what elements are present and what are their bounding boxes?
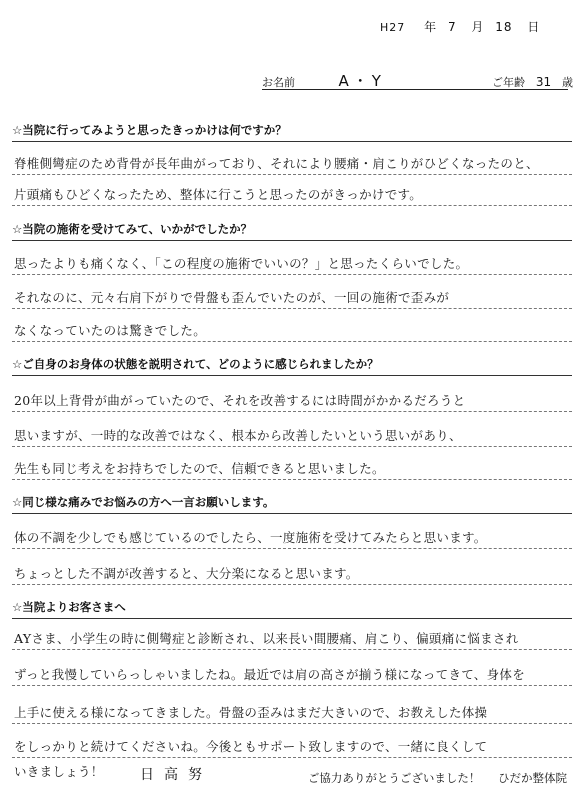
question-2: ☆当院の施術を受けてみて、いかがでしたか？ xyxy=(12,222,253,236)
answer-line xyxy=(12,446,572,447)
answer-text: なくなっていたのは驚きでした。 xyxy=(14,323,207,338)
signature: 日高努 xyxy=(140,767,212,783)
answer-text: それなのに、元々右肩下がりで骨盤も歪んでいたのが、一回の施術で歪みが xyxy=(14,290,450,305)
question-3: ☆ご自身のお身体の状態を説明されて、どのように感じられましたか？ xyxy=(12,357,379,371)
name-underline xyxy=(262,89,568,90)
answer-text: いきましょう！ xyxy=(14,764,104,779)
answer-line xyxy=(12,479,572,480)
name-age-row xyxy=(262,70,573,91)
answer-line xyxy=(12,274,572,275)
footer xyxy=(294,770,567,786)
answer-text: 脊椎側彎症のため背骨が長年曲がっており、それにより腰痛・肩こりがひどくなったのと、 xyxy=(14,156,539,171)
answer-line xyxy=(12,649,572,650)
date-month: 7 xyxy=(447,20,457,34)
answer-text: AYさま、小学生の時に側彎症と診断され、以来長い間腰痛、肩こり、偏頭痛に悩まされ xyxy=(14,631,519,646)
answer-text: 思いますが、一時的な改善ではなく、根本から改善したいという思いがあり、 xyxy=(14,428,462,443)
answer-text: ちょっとした不調が改善すると、大分楽になると思います。 xyxy=(14,566,359,581)
question-divider xyxy=(12,141,572,142)
answer-text: をしっかりと続けてくださいね。今後ともサポート致しますので、一緒に良くして xyxy=(14,739,488,754)
answer-text: 思ったよりも痛くなく、「この程度の施術でいいの？」と思ったくらいでした。 xyxy=(14,256,469,271)
answer-line xyxy=(12,205,572,206)
age-unit: 歳 xyxy=(562,76,573,89)
date-day-label: 日 xyxy=(527,20,541,34)
answer-line xyxy=(12,584,572,585)
name-value: A・Y xyxy=(338,72,385,90)
name-label: お名前 xyxy=(262,76,295,89)
age-value: 31 xyxy=(535,75,552,89)
question-divider xyxy=(12,513,572,514)
question-divider xyxy=(12,618,572,619)
answer-line xyxy=(12,548,572,549)
question-4: ☆同じ様な痛みでお悩みの方へ一言お願いします。 xyxy=(12,495,275,509)
answer-line xyxy=(12,757,572,758)
answer-line xyxy=(12,723,572,724)
question-divider xyxy=(12,240,572,241)
answer-text: 20年以上背骨が曲がっていたので、それを改善するには時間がかかるだろうと xyxy=(14,393,466,408)
date-month-label: 月 xyxy=(471,20,485,34)
date-year-label: 年 xyxy=(424,20,438,34)
footer-thanks: ご協力ありがとうございました！ xyxy=(307,771,481,785)
date-era: H27 xyxy=(380,21,406,34)
answer-line xyxy=(12,411,572,412)
question-1: ☆当院に行ってみようと思ったきっかけは何ですか？ xyxy=(12,123,287,137)
answer-text: 上手に使える様になってきました。骨盤の歪みはまだ大きいので、お教えした体操 xyxy=(14,705,488,720)
answer-line xyxy=(12,341,572,342)
date xyxy=(380,18,540,35)
answer-text: 体の不調を少しでも感じているのでしたら、一度施術を受けてみたらと思います。 xyxy=(14,530,487,545)
question-divider xyxy=(12,375,572,376)
answer-line xyxy=(12,685,572,686)
date-day: 18 xyxy=(495,20,513,34)
answer-text: 先生も同じ考えをお持ちでしたので、信頼できると思いました。 xyxy=(14,461,385,476)
answer-text: ずっと我慢していらっしゃいましたね。最近では肩の高さが揃う様になってきて、身体を xyxy=(14,667,526,682)
answer-text: 片頭痛もひどくなったため、整体に行こうと思ったのがきっかけです。 xyxy=(14,187,423,202)
age-label: ご年齢 xyxy=(492,76,525,89)
answer-line xyxy=(12,174,572,175)
question-5: ☆当院よりお客さまへ xyxy=(12,600,126,614)
answer-line xyxy=(12,308,572,309)
footer-clinic-name: ひだか整体院 xyxy=(498,771,567,785)
